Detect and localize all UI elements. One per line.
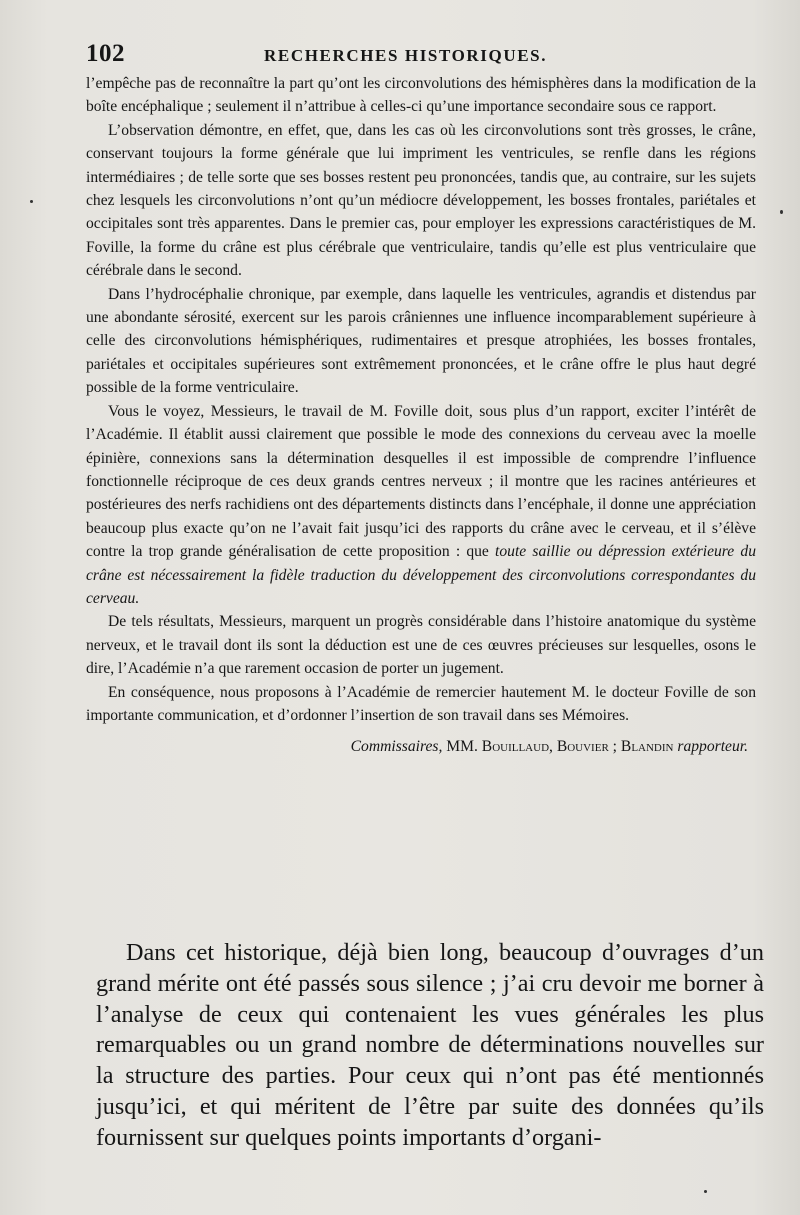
report-text [86, 72, 756, 759]
rapporteur-role: rapporteur. [673, 738, 748, 756]
commissioner-name: Bouillaud [481, 738, 550, 756]
page-header [86, 40, 766, 72]
print-speck [780, 210, 783, 214]
paragraph: En conséquence, nous proposons à l’Académie de remercier hautement M. le docteur Foville de son importante communication, et d’ordonner l’insertion de son travail dans ses Mémoires. [86, 683, 756, 724]
separator: , [549, 738, 557, 756]
paragraph [86, 400, 756, 611]
commissioner-name: Bouvier [556, 738, 609, 756]
print-speck [30, 200, 33, 203]
separator: ; [608, 738, 621, 756]
italic-quotation: toute saillie ou dépression extérieure du crâne est nécessairement la fidèle traduction du développement des circonvolutions correspondantes du cerveau. [86, 543, 756, 607]
paragraph-text: Vous le voyez, Messieurs, le travail de M. Foville doit, sous plus d’un rapport, exciter l’intérêt de l’Académie. Il établit aussi clairement que possible le mode des connexions du cerveau avec la moelle épinière, connexions sans la détermination desquelles il est impossible de comprendre l’influence fonctionnelle réciproque de ces deux grands centres nerveux ; il montre que les racines antérieures et postérieures des nerfs rachidiens ont des départements distincts dans l’encéphale, il donne une appréciation beaucoup plus exacte qu’on ne l’avait fait jusqu’ici des rapports du crâne avec le cerveau, et il s’élève contre la trop grande généralisation de cette proposition : que [86, 402, 756, 561]
signature-mm: MM. [442, 738, 482, 756]
commissioner-name: Blandin [620, 738, 674, 756]
paragraph: Dans l’hydrocéphalie chronique, par exemple, dans laquelle les ventricules, agrandis et distendus par une abondante sérosité, exercent sur les parois crâniennes une influence incomparablement supérieure à celle des circonvolutions hémisphériques, rudimentaires et presque atrophiées, les bosses frontales, pariétales et occipitales supérieures sont extrêmement prononcées, et le crâne offre le plus haut degré possible de la forme ventriculaire. [86, 285, 756, 397]
commissioners-label: Commissaires, [350, 738, 443, 756]
paragraph: De tels résultats, Messieurs, marquent un progrès considérable dans l’histoire anatomique du système nerveux, et le travail dont ils sont la déduction est une de ces œuvres précieuses sur lesquelles, osons le dire, l’Académie n’a que rarement occasion de porter un jugement. [86, 613, 756, 678]
print-speck [704, 1190, 707, 1193]
paragraph: l’empêche pas de reconnaître la part qu’ont les circonvolutions des hémisphères dans la modification de la boîte encéphalique ; seulement il n’attribue à celles-ci qu’une importance secondaire sous ce rapport. [86, 75, 756, 116]
paragraph: L’observation démontre, en effet, que, dans les cas où les circonvolutions sont très grosses, le crâne, conservant toujours la forme générale que lui impriment les ventricules, se renfle dans les régions intermédiaires ; de telle sorte que ses bosses restent peu prononcées, tandis que, au contraire, sur les sujets chez lesquels les circonvolutions n’ont qu’un médiocre développement, les bosses frontales, pariétales et occipitales sont très apparentes. Dans le premier cas, pour employer les expressions caractéristiques de M. Foville, la forme du crâne est plus cérébrale que ventriculaire, tandis qu’elle est plus ventriculaire que cérébrale dans le second. [86, 121, 756, 280]
page-number: 102 [86, 40, 125, 67]
paragraph: Dans cet historique, déjà bien long, beaucoup d’ouvrages d’un grand mérite ont été passés sous silence ; j’ai cru devoir me borner à l’analyse de ceux qui contenaient les vues générales les plus remarquables ou un grand nombre de déterminations nouvelles sur la structure des parties. Pour ceux qui n’ont pas été mentionnés jusqu’ici, et qui méritent de l’être par suite des données qu’ils fournissent sur quelques points importants d’organi- [96, 939, 764, 1151]
commissioners-signature [86, 735, 756, 758]
historical-summary [96, 938, 764, 1154]
running-title: RECHERCHES HISTORIQUES. [264, 46, 548, 65]
